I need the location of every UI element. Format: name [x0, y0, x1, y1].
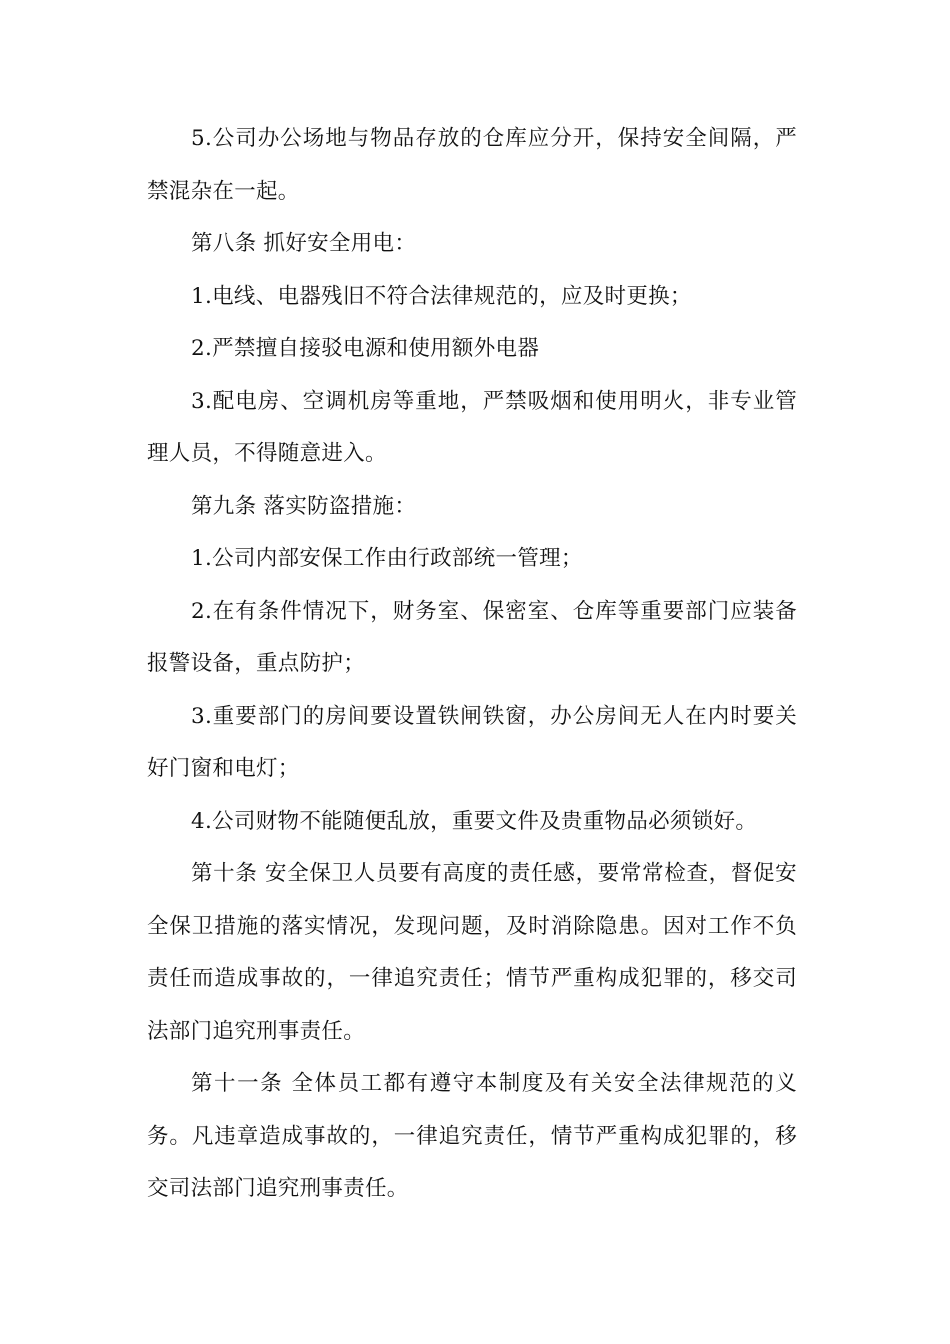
- article-9-heading: 第九条 落实防盗措施：: [191, 493, 417, 519]
- paragraph-electric-2: 2.严禁擅自接驳电源和使用额外电器: [191, 336, 540, 361]
- article-8-heading: 第八条 抓好安全用电：: [191, 231, 417, 256]
- paragraph-theft-4: 4.公司财物不能随便乱放，重要文件及贵重物品必须锁好。: [191, 808, 758, 834]
- paragraph-electric-1: 1.电线、电器残旧不符合法律规范的，应及时更换；: [191, 283, 692, 309]
- paragraph-item-5-separation: 5.公司办公场地与物品存放的仓库应分开，保持安全间隔，严禁混杂在一起。: [147, 126, 797, 204]
- paragraph-theft-3: 3.重要部门的房间要设置铁闸铁窗，办公房间无人在内时要关好门窗和电灯；: [147, 703, 797, 781]
- paragraph-theft-1: 1.公司内部安保工作由行政部统一管理；: [191, 546, 583, 571]
- article-11-paragraph: 第十一条 全体员工都有遵守本制度及有关安全法律规范的义务。凡违章造成事故的，一律追究责任，情节严重构成犯罪的，移交司法部门追究刑事责任。: [147, 1071, 797, 1201]
- paragraph-electric-3: 3.配电房、空调机房等重地，严禁吸烟和使用明火，非专业管理人员，不得随意进入。: [147, 388, 797, 466]
- article-10-paragraph: 第十条 安全保卫人员要有高度的责任感，要常常检查，督促安全保卫措施的落实情况，发现问题，及时消除隐患。因对工作不负责任而造成事故的，一律追究责任；情节严重构成犯罪的，移交司法部门追究刑事责任。: [147, 861, 797, 1044]
- paragraph-theft-2: 2.在有条件情况下，财务室、保密室、仓库等重要部门应装备报警设备，重点防护；: [147, 598, 797, 676]
- document-body: [147, 113, 797, 1216]
